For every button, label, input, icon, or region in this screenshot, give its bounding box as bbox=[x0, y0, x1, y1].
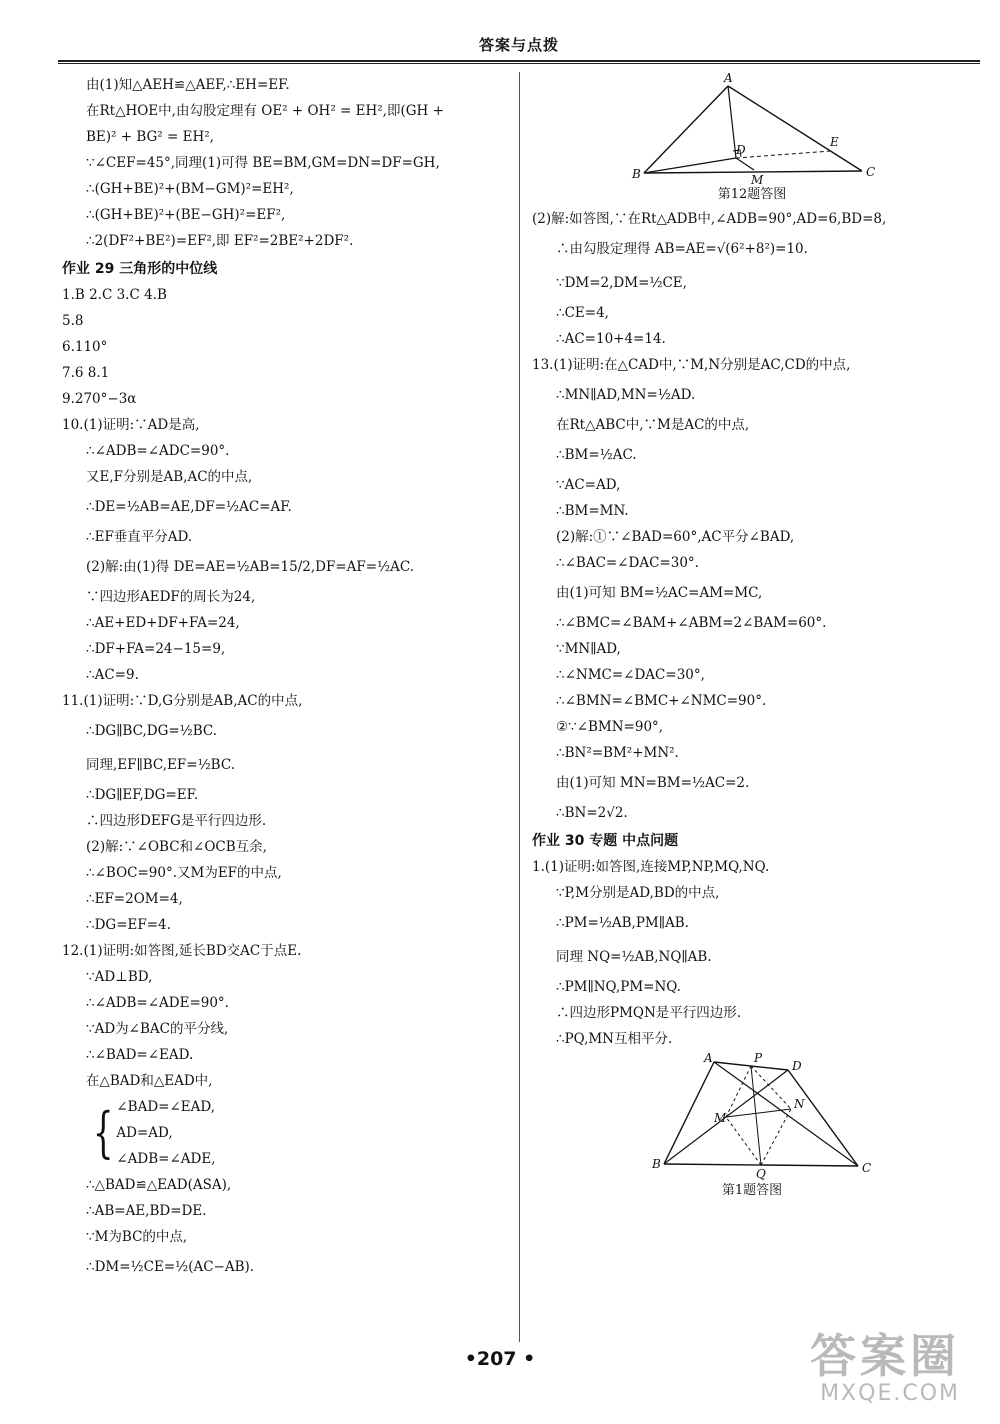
q11-line: ∴DG∥BC,DG=½BC. bbox=[86, 723, 218, 739]
q11-line: ∴∠BOC=90°.又M为EF的中点, bbox=[86, 865, 282, 881]
left-column bbox=[62, 72, 502, 1284]
answer-line: 7.6 8.1 bbox=[62, 365, 110, 381]
text-line: BE)² + BG² = EH², bbox=[86, 129, 214, 145]
q10-line: ∴EF垂直平分AD. bbox=[86, 529, 193, 545]
label-E: E bbox=[830, 135, 839, 149]
brace-line: ∠ADB=∠ADE, bbox=[116, 1151, 216, 1167]
header-title: 答案与点拨 bbox=[478, 36, 559, 54]
q10-line: 又E,F分别是AB,AC的中点, bbox=[86, 469, 253, 485]
label-M: M bbox=[714, 1111, 727, 1125]
q12-line: ∴DM=½CE=½(AC−AB). bbox=[86, 1259, 255, 1275]
q12-line: 在△BAD和△EAD中, bbox=[86, 1073, 213, 1089]
label-Q: Q bbox=[756, 1167, 766, 1180]
q12-line: ∴AB=AE,BD=DE. bbox=[86, 1203, 207, 1219]
q10-line: 10.(1)证明:∵AD是高, bbox=[62, 417, 200, 433]
q10-line: ∵四边形AEDF的周长为24, bbox=[86, 589, 256, 605]
q10-line: ∴AE+ED+DF+FA=24, bbox=[86, 615, 240, 631]
q13-line: ∴BM=MN. bbox=[556, 503, 629, 519]
label-M: M bbox=[751, 173, 764, 184]
answer-line: 9.270°−3α bbox=[62, 391, 137, 407]
answer-line: 5.8 bbox=[62, 313, 84, 329]
p1-line: 同理 NQ=½AB,NQ∥AB. bbox=[556, 949, 712, 965]
text-line: 在Rt△HOE中,由勾股定理有 OE² + OH² = EH²,即(GH + bbox=[86, 103, 444, 119]
figure-1 bbox=[532, 1052, 972, 1180]
p1-line: ∴PM∥NQ,PM=NQ. bbox=[556, 979, 681, 995]
page-number: •207 • bbox=[464, 1348, 536, 1370]
p1-line: ∴PQ,MN互相平分. bbox=[556, 1031, 673, 1047]
text-line: ∴(GH+BE)²+(BE−GH)²=EF², bbox=[86, 207, 286, 223]
q13-line: ∴BN=2√2. bbox=[556, 805, 628, 821]
watermark-url: MXQE.COM bbox=[820, 1381, 960, 1406]
column-divider bbox=[519, 72, 520, 1342]
q13-line: (2)解:①∵∠BAD=60°,AC平分∠BAD, bbox=[556, 529, 795, 545]
p1-line: 1.(1)证明:如答图,连接MP,NP,MQ,NQ. bbox=[532, 859, 770, 875]
q10-line: (2)解:由(1)得 DE=AE=½AB=15/2,DF=AF=½AC. bbox=[86, 559, 415, 575]
q13-line: ∴∠BMC=∠BAM+∠ABM=2∠BAM=60°. bbox=[556, 615, 827, 631]
q12-2-line: ∴AC=10+4=14. bbox=[556, 331, 666, 347]
answer-line: 6.110° bbox=[62, 339, 108, 355]
watermark bbox=[810, 1331, 960, 1406]
q11-line: 11.(1)证明:∵D,G分别是AB,AC的中点, bbox=[62, 693, 303, 709]
watermark-logo: 答案圈 bbox=[810, 1329, 960, 1383]
label-D: D bbox=[736, 143, 746, 157]
q12-2-line: ∵DM=2,DM=½CE, bbox=[556, 275, 687, 291]
quadrilateral-diagram-1 bbox=[532, 1052, 972, 1180]
label-C: C bbox=[862, 1161, 872, 1175]
text-line: 由(1)知△AEH≌△AEF,∴EH=EF. bbox=[86, 77, 290, 93]
figure-12 bbox=[532, 72, 972, 184]
q11-line: ∴DG∥EF,DG=EF. bbox=[86, 787, 199, 803]
label-B: B bbox=[652, 1157, 661, 1171]
triangle-diagram-12 bbox=[532, 72, 972, 184]
q13-line: ∵AC=AD, bbox=[556, 477, 621, 493]
header-rule bbox=[58, 60, 980, 62]
figure-1-caption: 第1题答图 bbox=[721, 1183, 783, 1198]
p1-line: ∵P,M分别是AD,BD的中点, bbox=[556, 885, 720, 901]
label-D: D bbox=[792, 1059, 802, 1073]
q13-line: ∵MN∥AD, bbox=[556, 641, 621, 657]
q10-line: ∴DE=½AB=AE,DF=½AC=AF. bbox=[86, 499, 292, 515]
q12-line: ∴∠ADB=∠ADE=90°. bbox=[86, 995, 229, 1011]
q12-2-line: ∴由勾股定理得 AB=AE=√(6²+8²)=10. bbox=[556, 241, 808, 257]
brace-line: ∠BAD=∠EAD, bbox=[116, 1099, 216, 1115]
q11-line: ∴四边形DEFG是平行四边形. bbox=[86, 813, 267, 829]
brace-body bbox=[116, 1094, 215, 1172]
q13-line: 13.(1)证明:在△CAD中,∵M,N分别是AC,CD的中点, bbox=[532, 357, 851, 373]
q10-line: ∴∠ADB=∠ADC=90°. bbox=[86, 443, 230, 459]
right-column bbox=[532, 72, 972, 1202]
q13-line: 在Rt△ABC中,∵M是AC的中点, bbox=[556, 417, 750, 433]
q12-line: ∴∠BAD=∠EAD. bbox=[86, 1047, 194, 1063]
q13-line: ∴BN²=BM²+MN². bbox=[556, 745, 679, 761]
q13-line: ∴∠NMC=∠DAC=30°, bbox=[556, 667, 705, 683]
q12-line: ∴△BAD≌△EAD(ASA), bbox=[86, 1177, 232, 1193]
q13-line: ∴BM=½AC. bbox=[556, 447, 637, 463]
label-A: A bbox=[724, 72, 733, 85]
q11-line: (2)解:∵∠OBC和∠OCB互余, bbox=[86, 839, 267, 855]
label-N: N bbox=[794, 1097, 805, 1111]
q11-line: 同理,EF∥BC,EF=½BC. bbox=[86, 757, 235, 773]
q12-line: ∵M为BC的中点, bbox=[86, 1229, 188, 1245]
q12-line: ∵AD为∠BAC的平分线, bbox=[86, 1021, 229, 1037]
page-header bbox=[58, 34, 980, 60]
label-A: A bbox=[704, 1052, 713, 1065]
brace-line: AD=AD, bbox=[116, 1125, 173, 1141]
section-title-30: 作业 30 专题 中点问题 bbox=[532, 833, 679, 849]
brace-symbol: { bbox=[92, 1101, 114, 1164]
figure-12-caption: 第12题答图 bbox=[717, 187, 787, 202]
q12-line: 12.(1)证明:如答图,延长BD交AC于点E. bbox=[62, 943, 302, 959]
label-P: P bbox=[754, 1052, 763, 1065]
q11-line: ∴DG=EF=4. bbox=[86, 917, 171, 933]
q12-line: ∵AD⊥BD, bbox=[86, 969, 153, 985]
q13-line: ∴∠BAC=∠DAC=30°. bbox=[556, 555, 699, 571]
brace-group bbox=[62, 1094, 502, 1172]
q13-line: 由(1)可知 MN=BM=½AC=2. bbox=[556, 775, 750, 791]
q12-2-line: (2)解:如答图,∵在Rt△ADB中,∠ADB=90°,AD=6,BD=8, bbox=[532, 211, 887, 227]
label-C: C bbox=[866, 165, 876, 179]
q11-line: ∴EF=2OM=4, bbox=[86, 891, 183, 907]
q13-line: ∴MN∥AD,MN=½AD. bbox=[556, 387, 696, 403]
p1-line: ∴四边形PMQN是平行四边形. bbox=[556, 1005, 742, 1021]
header-rule-thin bbox=[58, 63, 980, 64]
q13-line: 由(1)可知 BM=½AC=AM=MC, bbox=[556, 585, 763, 601]
answer-line: 1.B 2.C 3.C 4.B bbox=[62, 287, 167, 303]
text-line: ∴(GH+BE)²+(BM−GM)²=EH², bbox=[86, 181, 294, 197]
text-line: ∵∠CEF=45°,同理(1)可得 BE=BM,GM=DN=DF=GH, bbox=[86, 155, 440, 171]
q13-line: ②∵∠BMN=90°, bbox=[556, 719, 664, 735]
label-B: B bbox=[632, 167, 641, 181]
p1-line: ∴PM=½AB,PM∥AB. bbox=[556, 915, 689, 931]
q10-line: ∴DF+FA=24−15=9, bbox=[86, 641, 226, 657]
q12-2-line: ∴CE=4, bbox=[556, 305, 609, 321]
text-line: ∴2(DF²+BE²)=EF²,即 EF²=2BE²+2DF². bbox=[86, 233, 354, 249]
q13-line: ∴∠BMN=∠BMC+∠NMC=90°. bbox=[556, 693, 767, 709]
section-title-29: 作业 29 三角形的中位线 bbox=[62, 261, 218, 277]
q10-line: ∴AC=9. bbox=[86, 667, 139, 683]
